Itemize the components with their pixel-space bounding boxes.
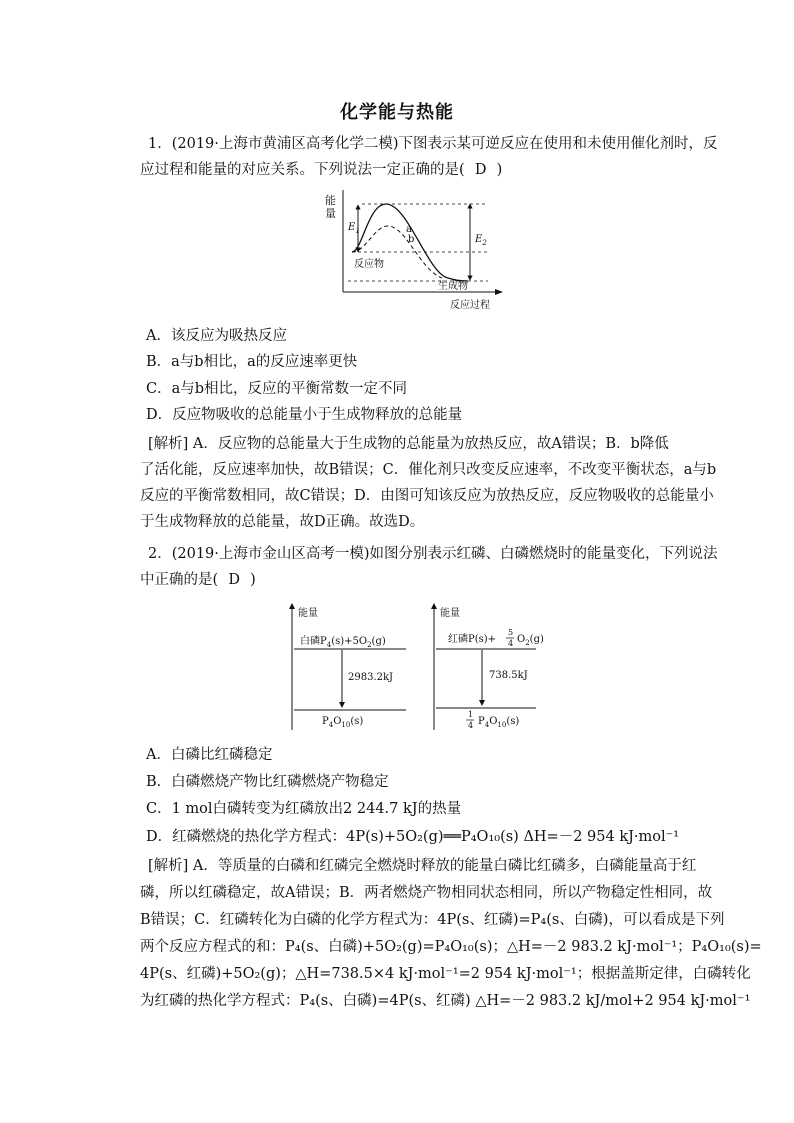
q1-curve-b-label: b: [408, 234, 415, 245]
q1-answer: D: [474, 162, 487, 178]
q1-option-b: B．a与b相比，a的反应速率更快: [146, 354, 358, 370]
q2-left-axis-label: 能量: [298, 608, 318, 619]
q2-left-top-b: 4: [326, 641, 332, 649]
q2-stem-line-2: [140, 570, 680, 590]
q1-y-label-2: 量: [325, 207, 336, 220]
q2-right-bottom-c: O: [489, 716, 498, 727]
q2-right-bottom-b: 4: [484, 721, 490, 729]
q2-right-bottom-den: 4: [468, 721, 474, 730]
q1-stem-close: ): [496, 162, 503, 178]
q1-option-c: C．a与b相比，反应的平衡常数一定不同: [146, 381, 408, 397]
q2-right-bottom-d: 10: [497, 721, 507, 729]
q1-e2-letter: E: [475, 234, 483, 245]
q2-left-bottom-b: 4: [328, 721, 334, 729]
q1-stem-line-2: [140, 160, 680, 180]
q2-left-bottom-label: [322, 716, 363, 729]
q2-left-bottom-c: O: [333, 716, 342, 727]
q1-option-a: A．该反应为吸热反应: [146, 328, 287, 344]
q1-analysis-line-3: 反应的平衡常数相同，故C错误；D．由图可知该反应为放热反应，反应物吸收的总能量小: [140, 488, 714, 504]
q2-analysis-line-1: [解析] A．等质量的白磷和红磷完全燃烧时释放的能量白磷比红磷多，白磷能量高于红: [148, 858, 697, 874]
q2-right-top-o2: [517, 634, 544, 647]
q2-right-bottom-label: [478, 716, 519, 729]
q2-right-value: 738.5kJ: [489, 670, 528, 681]
q2-left-bottom-d: 10: [341, 721, 351, 729]
q2-answer: D: [228, 572, 240, 588]
page-title: 化学能与热能: [340, 102, 454, 123]
q1-product-label: 生成物: [438, 281, 468, 292]
q2-right-top-b: O: [517, 634, 526, 645]
q2-analysis-line-3: B错误；C．红磷转化为白磷的化学方程式为：4P(s、红磷)=P₄(s、白磷)，可以看成是下列: [140, 912, 725, 928]
q1-y-label-1: 能: [325, 194, 336, 207]
q2-right-bottom-e: (s): [506, 716, 520, 727]
q2-energy-level-diagram: [284, 600, 544, 730]
q2-right-top-c: 2: [525, 639, 530, 647]
q1-x-label: 反应过程: [450, 300, 490, 311]
q1-analysis-line-2: 了活化能，反应速率加快，故B错误；C．催化剂只改变反应速率，不改变平衡状态，a与b: [140, 462, 717, 478]
q2-right-frac-num: 5: [508, 628, 514, 637]
q2-left-top-d: 2: [367, 641, 372, 649]
q2-stem-text: 中正确的是(: [140, 572, 219, 588]
q2-left-value: 2983.2kJ: [348, 672, 394, 683]
q1-option-d: D．反应物吸收的总能量小于生成物释放的总能量: [146, 407, 463, 423]
q2-left-top-e: (g): [371, 636, 386, 647]
q2-option-a: A．白磷比红磷稳定: [146, 747, 273, 763]
q2-right-frac-den: 4: [508, 639, 514, 648]
q2-right-axis-label: 能量: [440, 608, 460, 619]
q1-reactant-label: 反应物: [354, 259, 384, 270]
q2-right-top-label: [448, 632, 496, 645]
q2-analysis-line-2: 磷，所以红磷稳定，故A错误；B．两者燃烧产物相同状态相同，所以产物稳定性相同，故: [140, 885, 713, 901]
q2-option-d: D．红磷燃烧的热化学方程式：4P(s)+5O₂(g)══P₄O₁₀(s) ΔH=－2 954 kJ·mol⁻¹: [146, 829, 680, 845]
q2-left-bottom-a: P: [322, 716, 329, 727]
q2-right-top-d: (g): [529, 634, 544, 645]
q1-analysis-line-1: [解析] A．反应物的总能量大于生成物的总能量为放热反应，故A错误；B．b降低: [148, 436, 669, 452]
q2-option-c: C．1 mol白磷转变为红磷放出2 244.7 kJ的热量: [146, 801, 462, 817]
q2-left-top-a: 白磷P: [300, 636, 327, 647]
q1-e2-sub: 2: [482, 239, 487, 247]
q1-e2-label: [474, 234, 487, 247]
q2-left-bottom-e: (s): [350, 716, 364, 727]
q2-analysis-line-5: 4P(s、红磷)+5O₂(g)；△H=738.5×4 kJ·mol⁻¹=2 954 kJ·mol⁻¹；根据盖斯定律，白磷转化: [140, 966, 751, 982]
q2-analysis-line-6: 为红磷的热化学方程式：P₄(s、白磷)=4P(s、红磷) △H=－2 983.2 kJ/mol+2 954 kJ·mol⁻¹: [140, 993, 751, 1009]
q2-option-b: B．白磷燃烧产物比红磷燃烧产物稳定: [146, 774, 389, 790]
q1-curve-a-label: a: [406, 224, 412, 235]
q2-analysis-line-4: 两个反应方程式的和：P₄(s、白磷)+5O₂(g)=P₄O₁₀(s)；△H=－2 983.2 kJ·mol⁻¹；P₄O₁₀(s)=: [140, 939, 762, 955]
q2-stem-close: ): [250, 572, 256, 588]
q1-e1-sub: 1: [355, 227, 360, 235]
q1-stem-line-1: 1．(2019·上海市黄浦区高考化学二模)下图表示某可逆反应在使用和未使用催化剂时，反: [148, 136, 718, 152]
q1-stem-text: 应过程和能量的对应关系。下列说法一定正确的是(: [140, 162, 465, 178]
q1-analysis-line-4: 于生成物释放的总能量，故D正确。故选D。: [140, 514, 425, 530]
q2-stem-line-1: 2．(2019·上海市金山区高考一模)如图分别表示红磷、白磷燃烧时的能量变化，下列说法: [148, 546, 718, 562]
q2-right-bottom-a: P: [478, 716, 485, 727]
q2-right-bottom-num: 1: [468, 710, 474, 719]
q2-left-top-label: [300, 634, 386, 649]
q2-left-top-c: (s)+5O: [331, 636, 368, 647]
q1-energy-diagram: [320, 190, 520, 312]
q2-right-top-a: 红磷P(s)+: [448, 634, 497, 645]
q1-e1-letter: E: [348, 222, 356, 233]
